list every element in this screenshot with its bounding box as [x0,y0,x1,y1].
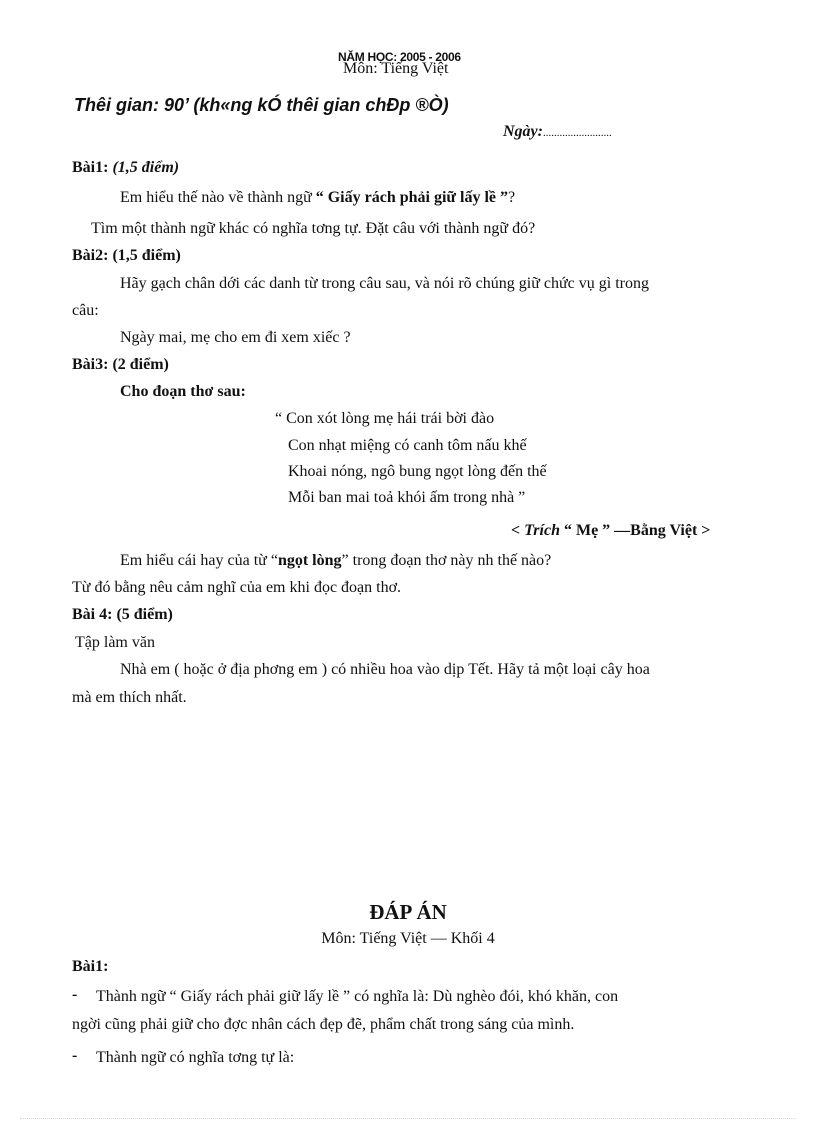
page-bottom-divider [20,1118,796,1119]
answer-bullet1-line1: Thành ngữ “ Giấy rách phải giữ lấy lề ” có nghĩa là: Dù nghèo đói, khó khăn, con [96,988,619,1005]
bai3-q1-bold: ngọt lòng [277,552,342,569]
bai3-question-2: Từ đó bằng nêu cảm nghĩ của em khi đọc đoạn thơ. [72,579,402,596]
source-author: —Bằng Việt > [614,522,711,539]
bai4-line2: mà em thích nhất. [72,689,187,706]
bai2-line2: câu: [72,302,99,319]
bai1-points: (1,5 điểm) [112,159,180,176]
poem-line-1: “ Con xót lòng mẹ hái trái bời đào [275,410,495,427]
school-year: NĂM HỌC: 2005 - 2006 [338,50,461,64]
bai4-sub: Tập làm văn [75,634,155,651]
answer-bullet2: Thành ngữ có nghĩa tơng tự là: [96,1049,295,1066]
bai3-title: Bài3: (2 điểm) [72,356,169,373]
bai1-idiom: “ Giấy rách phải giữ lấy lề ” [315,189,509,206]
bai1-heading [72,159,179,177]
answer-bullet1-line2: ngời cũng phải giữ cho đợc nhân cách đẹp đẽ, phẩm chất trong sáng của mình. [72,1016,575,1033]
poem-source [511,522,710,540]
bai4-line1: Nhà em ( hoặc ở địa phơng em ) có nhiều hoa vào dịp Tết. Hãy tả một loại cây hoa [120,661,650,678]
answer-title: ĐÁP ÁN [369,900,447,924]
bai4-title: Bài 4: (5 điểm) [72,606,173,623]
bai3-q1-b: ” trong đoạn thơ này nh thế nào? [341,552,552,569]
bai3-question-1 [120,552,551,570]
bai2-title: Bài2: (1,5 điểm) [72,247,181,264]
bai1-question-2: Tìm một thành ngữ khác có nghĩa tơng tự. Đặt câu với thành ngữ đó? [91,220,536,237]
date-dots: ......................... [542,127,612,139]
bai2-line1: Hãy gạch chân dới các danh từ trong câu sau, và nói rõ chúng giữ chức vụ gì trong [120,275,649,292]
source-open: < Trích [511,522,560,539]
date-field [503,123,612,141]
source-title: “ Mẹ ” [563,522,611,539]
bai3-q1-a: Em hiểu cái hay của từ “ [120,552,278,569]
bullet-mark-1: - [72,986,78,1003]
answer-bai1-title: Bài1: [72,958,109,975]
bai2-sentence: Ngày mai, mẹ cho em đi xem xiếc ? [120,329,351,346]
poem-line-2: Con nhạt miệng có canh tôm nấu khế [288,437,527,454]
poem-line-3: Khoai nóng, ngô bung ngọt lòng đến thế [288,463,547,480]
subject-line: Môn: Tiếng Việt [343,60,449,77]
bai1-question [120,189,515,207]
poem-line-4: Mỗi ban mai toả khói ấm trong nhà ” [288,489,526,506]
date-label: Ngày: [503,123,543,140]
bai3-prompt: Cho đoạn thơ sau: [120,383,246,400]
bullet-mark-2: - [72,1047,78,1064]
bai1-q1-end: ? [508,189,516,206]
answer-subtitle: Môn: Tiếng Việt — Khối 4 [321,930,495,947]
time-line: Thêi gian: 90’ (kh«ng kÓ thêi gian chÐp ®Ò) [74,95,449,115]
bai1-q1-text: Em hiểu thế nào về thành ngữ [120,189,312,206]
bai1-title: Bài1: [72,159,109,176]
